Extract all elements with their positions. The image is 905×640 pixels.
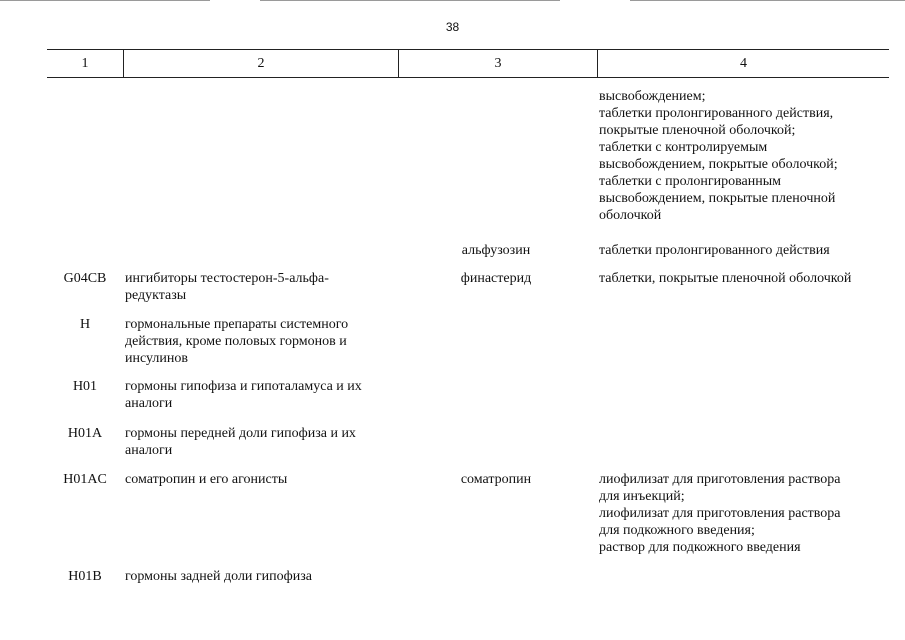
row-2-name: ингибиторы тестостерон-5-альфа- редуктазы bbox=[125, 271, 329, 303]
row-1-form: таблетки пролонгированного действия bbox=[599, 243, 830, 258]
row-6-inn: соматропин bbox=[460, 472, 532, 487]
header-col-2: 2 bbox=[124, 50, 399, 78]
row-3-name: гормональные препараты системного действия, кроме половых гормонов и инсулинов bbox=[125, 317, 349, 366]
page-number: 38 bbox=[445, 20, 460, 34]
header-col-1: 1 bbox=[47, 50, 124, 78]
row-5-name: гормоны передней доли гипофиза и их аналоги bbox=[125, 426, 356, 458]
row-4-name: гормоны гипофиза и гипоталамуса и их аналоги bbox=[125, 379, 362, 411]
row-5-code: H01A bbox=[67, 426, 103, 441]
row-0-form: высвобождением; таблетки пролонгированного действия, покрытые пленочной оболочкой; таблетки с контролируемым высвобождением, покрытые оболочкой; таблетки с пролонгированным высвобождением, покрытые пленочной оболочкой bbox=[599, 89, 838, 223]
header-col-3: 3 bbox=[399, 50, 598, 78]
row-7-name: гормоны задней доли гипофиза bbox=[125, 569, 312, 584]
row-6-form: лиофилизат для приготовления раствора для инъекций; лиофилизат для приготовления раствора для подкожного введения; раствор для подкожного введения bbox=[599, 472, 841, 555]
row-6-code: H01AC bbox=[63, 472, 107, 487]
row-3-code: H bbox=[79, 317, 91, 332]
row-2-code: G04CB bbox=[63, 271, 107, 286]
row-2-form: таблетки, покрытые пленочной оболочкой bbox=[599, 271, 852, 286]
row-7-code: H01B bbox=[68, 569, 102, 584]
row-2-inn: финастерид bbox=[460, 271, 532, 286]
table-header bbox=[47, 49, 889, 78]
row-1-inn: альфузозин bbox=[461, 243, 531, 258]
header-col-4: 4 bbox=[598, 50, 890, 78]
row-6-name: соматропин и его агонисты bbox=[125, 472, 288, 487]
top-edge-rules bbox=[0, 0, 905, 2]
row-4-code: H01 bbox=[72, 379, 98, 394]
